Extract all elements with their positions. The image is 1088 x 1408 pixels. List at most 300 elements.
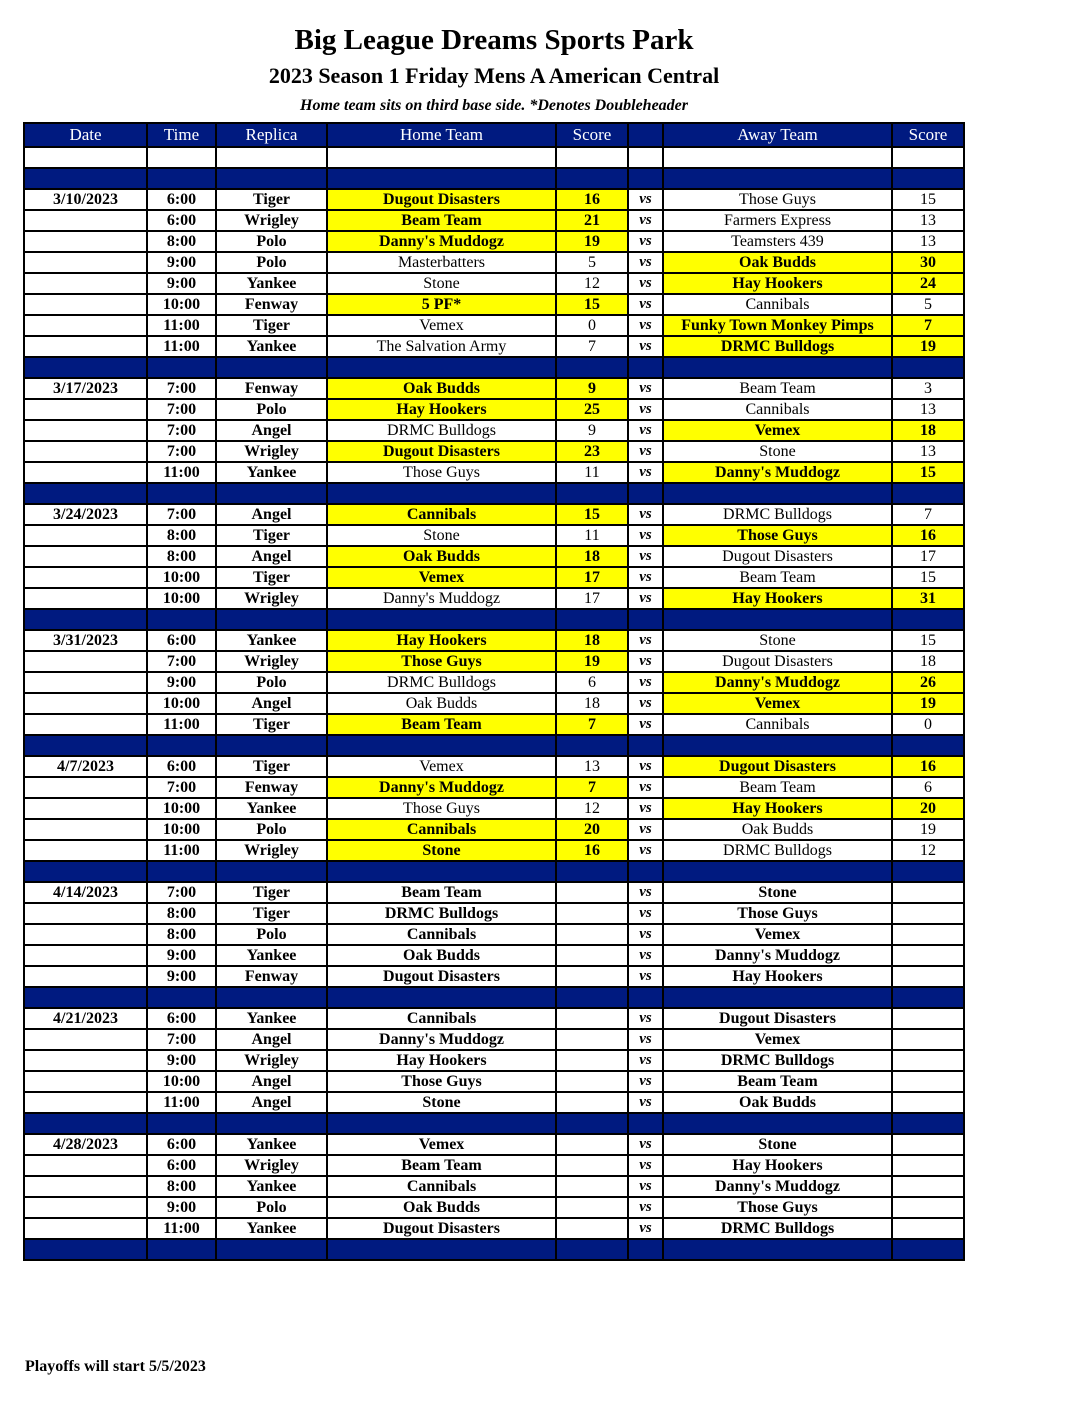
away-score: 3: [892, 378, 964, 399]
away-team: Stone: [663, 441, 892, 462]
game-time: 8:00: [147, 231, 216, 252]
home-score: [556, 966, 628, 987]
game-time: 11:00: [147, 840, 216, 861]
home-score: 13: [556, 756, 628, 777]
game-date: [24, 546, 147, 567]
vs-label: vs: [628, 189, 663, 210]
home-score: 16: [556, 189, 628, 210]
separator-cell: [147, 357, 216, 378]
away-score: [892, 1029, 964, 1050]
game-row: [24, 1218, 964, 1239]
game-replica: Tiger: [216, 189, 327, 210]
away-team: Beam Team: [663, 777, 892, 798]
game-date: [24, 903, 147, 924]
away-score: 15: [892, 189, 964, 210]
game-time: 7:00: [147, 378, 216, 399]
vs-label: vs: [628, 1218, 663, 1239]
game-replica: Fenway: [216, 378, 327, 399]
away-score: [892, 1008, 964, 1029]
away-score: [892, 924, 964, 945]
away-score: 20: [892, 798, 964, 819]
home-score: 12: [556, 798, 628, 819]
separator-cell: [327, 357, 556, 378]
away-team: Danny's Muddogz: [663, 672, 892, 693]
game-date: [24, 714, 147, 735]
separator-cell: [147, 1113, 216, 1134]
week-separator-row: [24, 735, 964, 756]
game-time: 6:00: [147, 630, 216, 651]
home-score: [556, 945, 628, 966]
game-date: [24, 1176, 147, 1197]
game-time: 6:00: [147, 1155, 216, 1176]
separator-cell: [892, 168, 964, 189]
away-score: 18: [892, 420, 964, 441]
game-replica: Wrigley: [216, 588, 327, 609]
game-replica: Yankee: [216, 1008, 327, 1029]
home-score: 19: [556, 651, 628, 672]
game-replica: Polo: [216, 252, 327, 273]
game-date: [24, 777, 147, 798]
game-row: [24, 546, 964, 567]
game-row: [24, 1008, 964, 1029]
separator-cell: [147, 1239, 216, 1260]
home-score: 16: [556, 840, 628, 861]
home-team: Oak Budds: [327, 1197, 556, 1218]
game-time: 11:00: [147, 315, 216, 336]
home-team: Cannibals: [327, 1008, 556, 1029]
game-date: 4/28/2023: [24, 1134, 147, 1155]
game-replica: Tiger: [216, 756, 327, 777]
separator-cell: [628, 483, 663, 504]
game-replica: Yankee: [216, 1134, 327, 1155]
away-team: Beam Team: [663, 1071, 892, 1092]
away-team: Those Guys: [663, 903, 892, 924]
game-date: [24, 1092, 147, 1113]
game-date: [24, 525, 147, 546]
game-row: [24, 1134, 964, 1155]
home-team: DRMC Bulldogs: [327, 903, 556, 924]
away-score: 13: [892, 210, 964, 231]
home-team: Stone: [327, 1092, 556, 1113]
away-score: 6: [892, 777, 964, 798]
game-row: [24, 777, 964, 798]
blank-cell: [147, 147, 216, 168]
separator-cell: [327, 1113, 556, 1134]
away-team: DRMC Bulldogs: [663, 1218, 892, 1239]
separator-cell: [327, 987, 556, 1008]
separator-cell: [663, 735, 892, 756]
game-date: [24, 273, 147, 294]
game-replica: Wrigley: [216, 1050, 327, 1071]
separator-cell: [556, 357, 628, 378]
away-team: Danny's Muddogz: [663, 462, 892, 483]
separator-cell: [628, 735, 663, 756]
week-separator-row: [24, 357, 964, 378]
away-team: Stone: [663, 1134, 892, 1155]
game-replica: Yankee: [216, 945, 327, 966]
home-score: 23: [556, 441, 628, 462]
away-score: [892, 903, 964, 924]
away-score: [892, 1092, 964, 1113]
home-score: [556, 1029, 628, 1050]
game-date: [24, 651, 147, 672]
home-score: [556, 1176, 628, 1197]
home-score: [556, 1071, 628, 1092]
game-date: [24, 1155, 147, 1176]
game-time: 10:00: [147, 588, 216, 609]
game-date: 3/24/2023: [24, 504, 147, 525]
game-replica: Yankee: [216, 798, 327, 819]
home-team: Danny's Muddogz: [327, 231, 556, 252]
away-score: 31: [892, 588, 964, 609]
separator-cell: [556, 168, 628, 189]
home-score: [556, 1050, 628, 1071]
game-time: 9:00: [147, 1050, 216, 1071]
vs-label: vs: [628, 945, 663, 966]
away-team: Funky Town Monkey Pimps: [663, 315, 892, 336]
separator-cell: [216, 987, 327, 1008]
separator-cell: [663, 1113, 892, 1134]
away-score: [892, 1134, 964, 1155]
game-row: [24, 756, 964, 777]
home-score: 19: [556, 231, 628, 252]
col-away-score-header: Score: [892, 123, 964, 147]
away-score: 7: [892, 315, 964, 336]
game-replica: Angel: [216, 504, 327, 525]
game-replica: Tiger: [216, 315, 327, 336]
game-date: [24, 231, 147, 252]
home-score: 7: [556, 777, 628, 798]
separator-cell: [216, 357, 327, 378]
game-time: 11:00: [147, 462, 216, 483]
game-row: [24, 378, 964, 399]
separator-cell: [327, 483, 556, 504]
game-replica: Wrigley: [216, 651, 327, 672]
game-row: [24, 567, 964, 588]
away-score: [892, 945, 964, 966]
game-replica: Fenway: [216, 294, 327, 315]
separator-cell: [663, 609, 892, 630]
game-date: [24, 294, 147, 315]
game-row: [24, 252, 964, 273]
vs-label: vs: [628, 819, 663, 840]
col-home-team-header: Home Team: [327, 123, 556, 147]
away-team: Cannibals: [663, 714, 892, 735]
away-team: Stone: [663, 882, 892, 903]
away-team: Hay Hookers: [663, 588, 892, 609]
away-score: 19: [892, 693, 964, 714]
separator-cell: [628, 1113, 663, 1134]
vs-label: vs: [628, 399, 663, 420]
col-time-header: Time: [147, 123, 216, 147]
away-team: DRMC Bulldogs: [663, 1050, 892, 1071]
separator-cell: [556, 1239, 628, 1260]
game-date: [24, 399, 147, 420]
game-replica: Angel: [216, 1029, 327, 1050]
home-team: The Salvation Army: [327, 336, 556, 357]
separator-cell: [24, 735, 147, 756]
game-row: [24, 336, 964, 357]
away-score: 0: [892, 714, 964, 735]
week-separator-row: [24, 861, 964, 882]
vs-label: vs: [628, 441, 663, 462]
away-score: [892, 1197, 964, 1218]
vs-label: vs: [628, 714, 663, 735]
separator-cell: [892, 987, 964, 1008]
separator-cell: [216, 1239, 327, 1260]
game-replica: Wrigley: [216, 210, 327, 231]
game-replica: Yankee: [216, 273, 327, 294]
game-row: [24, 588, 964, 609]
vs-label: vs: [628, 231, 663, 252]
separator-cell: [556, 987, 628, 1008]
game-row: [24, 315, 964, 336]
header-row: [24, 123, 964, 147]
game-replica: Tiger: [216, 567, 327, 588]
game-row: [24, 1176, 964, 1197]
separator-cell: [24, 1113, 147, 1134]
away-team: Dugout Disasters: [663, 756, 892, 777]
home-team: Beam Team: [327, 714, 556, 735]
home-team: Stone: [327, 273, 556, 294]
week-separator-row: [24, 609, 964, 630]
home-team: Those Guys: [327, 651, 556, 672]
home-team: Oak Budds: [327, 546, 556, 567]
vs-label: vs: [628, 1197, 663, 1218]
away-team: Oak Budds: [663, 252, 892, 273]
game-replica: Polo: [216, 924, 327, 945]
separator-cell: [216, 168, 327, 189]
game-replica: Tiger: [216, 903, 327, 924]
game-replica: Tiger: [216, 525, 327, 546]
separator-cell: [892, 1113, 964, 1134]
vs-label: vs: [628, 462, 663, 483]
away-team: Vemex: [663, 420, 892, 441]
home-team: Vemex: [327, 1134, 556, 1155]
home-team: Those Guys: [327, 798, 556, 819]
vs-label: vs: [628, 651, 663, 672]
vs-label: vs: [628, 903, 663, 924]
game-date: 4/21/2023: [24, 1008, 147, 1029]
away-score: 15: [892, 462, 964, 483]
home-score: 20: [556, 819, 628, 840]
game-date: [24, 966, 147, 987]
home-team: Stone: [327, 525, 556, 546]
game-row: [24, 1155, 964, 1176]
away-score: 30: [892, 252, 964, 273]
home-team: Danny's Muddogz: [327, 777, 556, 798]
game-replica: Angel: [216, 1071, 327, 1092]
game-time: 11:00: [147, 714, 216, 735]
game-row: [24, 840, 964, 861]
away-team: Those Guys: [663, 525, 892, 546]
vs-label: vs: [628, 630, 663, 651]
away-score: 19: [892, 819, 964, 840]
away-team: Vemex: [663, 1029, 892, 1050]
week-separator-row: [24, 1113, 964, 1134]
vs-label: vs: [628, 588, 663, 609]
home-team: Dugout Disasters: [327, 1218, 556, 1239]
game-row: [24, 1029, 964, 1050]
game-date: [24, 1197, 147, 1218]
game-replica: Wrigley: [216, 840, 327, 861]
home-score: 9: [556, 378, 628, 399]
away-score: 5: [892, 294, 964, 315]
game-replica: Yankee: [216, 336, 327, 357]
separator-cell: [216, 609, 327, 630]
away-team: DRMC Bulldogs: [663, 504, 892, 525]
away-score: [892, 1155, 964, 1176]
separator-cell: [663, 483, 892, 504]
vs-label: vs: [628, 294, 663, 315]
game-date: 3/17/2023: [24, 378, 147, 399]
separator-cell: [24, 609, 147, 630]
game-time: 8:00: [147, 903, 216, 924]
away-team: Hay Hookers: [663, 966, 892, 987]
game-replica: Polo: [216, 672, 327, 693]
home-team: Hay Hookers: [327, 399, 556, 420]
separator-cell: [147, 735, 216, 756]
game-time: 6:00: [147, 210, 216, 231]
home-score: [556, 1218, 628, 1239]
home-team: Beam Team: [327, 1155, 556, 1176]
blank-cell: [892, 147, 964, 168]
game-row: [24, 693, 964, 714]
game-time: 10:00: [147, 693, 216, 714]
home-score: 6: [556, 672, 628, 693]
vs-label: vs: [628, 378, 663, 399]
game-date: 4/14/2023: [24, 882, 147, 903]
home-team: Danny's Muddogz: [327, 1029, 556, 1050]
game-time: 10:00: [147, 798, 216, 819]
home-score: 18: [556, 693, 628, 714]
home-team: Those Guys: [327, 462, 556, 483]
home-team: Beam Team: [327, 882, 556, 903]
away-team: Dugout Disasters: [663, 546, 892, 567]
home-score: 17: [556, 588, 628, 609]
home-team: Vemex: [327, 756, 556, 777]
game-time: 11:00: [147, 1092, 216, 1113]
game-date: 3/10/2023: [24, 189, 147, 210]
game-date: [24, 1029, 147, 1050]
game-row: [24, 420, 964, 441]
home-score: [556, 1008, 628, 1029]
game-replica: Yankee: [216, 630, 327, 651]
game-row: [24, 462, 964, 483]
away-score: 15: [892, 567, 964, 588]
away-score: 16: [892, 756, 964, 777]
away-team: Hay Hookers: [663, 273, 892, 294]
away-team: Teamsters 439: [663, 231, 892, 252]
game-time: 7:00: [147, 777, 216, 798]
game-row: [24, 630, 964, 651]
separator-cell: [663, 168, 892, 189]
blank-cell: [628, 147, 663, 168]
game-time: 8:00: [147, 525, 216, 546]
game-row: [24, 945, 964, 966]
game-date: [24, 462, 147, 483]
separator-cell: [147, 168, 216, 189]
away-score: 19: [892, 336, 964, 357]
home-team: Dugout Disasters: [327, 966, 556, 987]
home-score: 15: [556, 294, 628, 315]
blank-cell: [24, 147, 147, 168]
game-replica: Polo: [216, 1197, 327, 1218]
home-score: 11: [556, 462, 628, 483]
separator-cell: [556, 483, 628, 504]
away-score: 13: [892, 441, 964, 462]
game-row: [24, 273, 964, 294]
schedule-table: [23, 122, 965, 1261]
game-date: [24, 693, 147, 714]
separator-cell: [892, 1239, 964, 1260]
away-team: DRMC Bulldogs: [663, 840, 892, 861]
home-team: Oak Budds: [327, 693, 556, 714]
separator-cell: [24, 987, 147, 1008]
home-team: Oak Budds: [327, 378, 556, 399]
game-row: [24, 882, 964, 903]
game-replica: Polo: [216, 399, 327, 420]
game-replica: Fenway: [216, 966, 327, 987]
home-team: Cannibals: [327, 504, 556, 525]
game-time: 7:00: [147, 651, 216, 672]
vs-label: vs: [628, 567, 663, 588]
home-team: 5 PF*: [327, 294, 556, 315]
away-score: 16: [892, 525, 964, 546]
away-team: Hay Hookers: [663, 1155, 892, 1176]
game-row: [24, 1092, 964, 1113]
game-time: 6:00: [147, 1134, 216, 1155]
game-row: [24, 819, 964, 840]
game-time: 9:00: [147, 672, 216, 693]
home-team: Hay Hookers: [327, 1050, 556, 1071]
home-team: Beam Team: [327, 210, 556, 231]
home-team: Stone: [327, 840, 556, 861]
game-date: [24, 315, 147, 336]
game-date: [24, 252, 147, 273]
game-time: 7:00: [147, 420, 216, 441]
game-date: [24, 441, 147, 462]
away-team: Hay Hookers: [663, 798, 892, 819]
away-team: Vemex: [663, 693, 892, 714]
game-row: [24, 924, 964, 945]
away-score: 15: [892, 630, 964, 651]
vs-label: vs: [628, 315, 663, 336]
game-time: 9:00: [147, 252, 216, 273]
vs-label: vs: [628, 1029, 663, 1050]
game-replica: Yankee: [216, 462, 327, 483]
vs-label: vs: [628, 1008, 663, 1029]
game-date: [24, 840, 147, 861]
separator-cell: [216, 735, 327, 756]
home-score: 21: [556, 210, 628, 231]
away-score: [892, 1050, 964, 1071]
game-replica: Wrigley: [216, 1155, 327, 1176]
away-team: Those Guys: [663, 189, 892, 210]
separator-cell: [327, 861, 556, 882]
home-score: [556, 1092, 628, 1113]
game-date: [24, 210, 147, 231]
game-row: [24, 441, 964, 462]
game-time: 10:00: [147, 819, 216, 840]
separator-cell: [628, 1239, 663, 1260]
col-vs-header: [628, 123, 663, 147]
home-score: 11: [556, 525, 628, 546]
home-team: Cannibals: [327, 819, 556, 840]
vs-label: vs: [628, 525, 663, 546]
game-row: [24, 1197, 964, 1218]
separator-cell: [663, 1239, 892, 1260]
